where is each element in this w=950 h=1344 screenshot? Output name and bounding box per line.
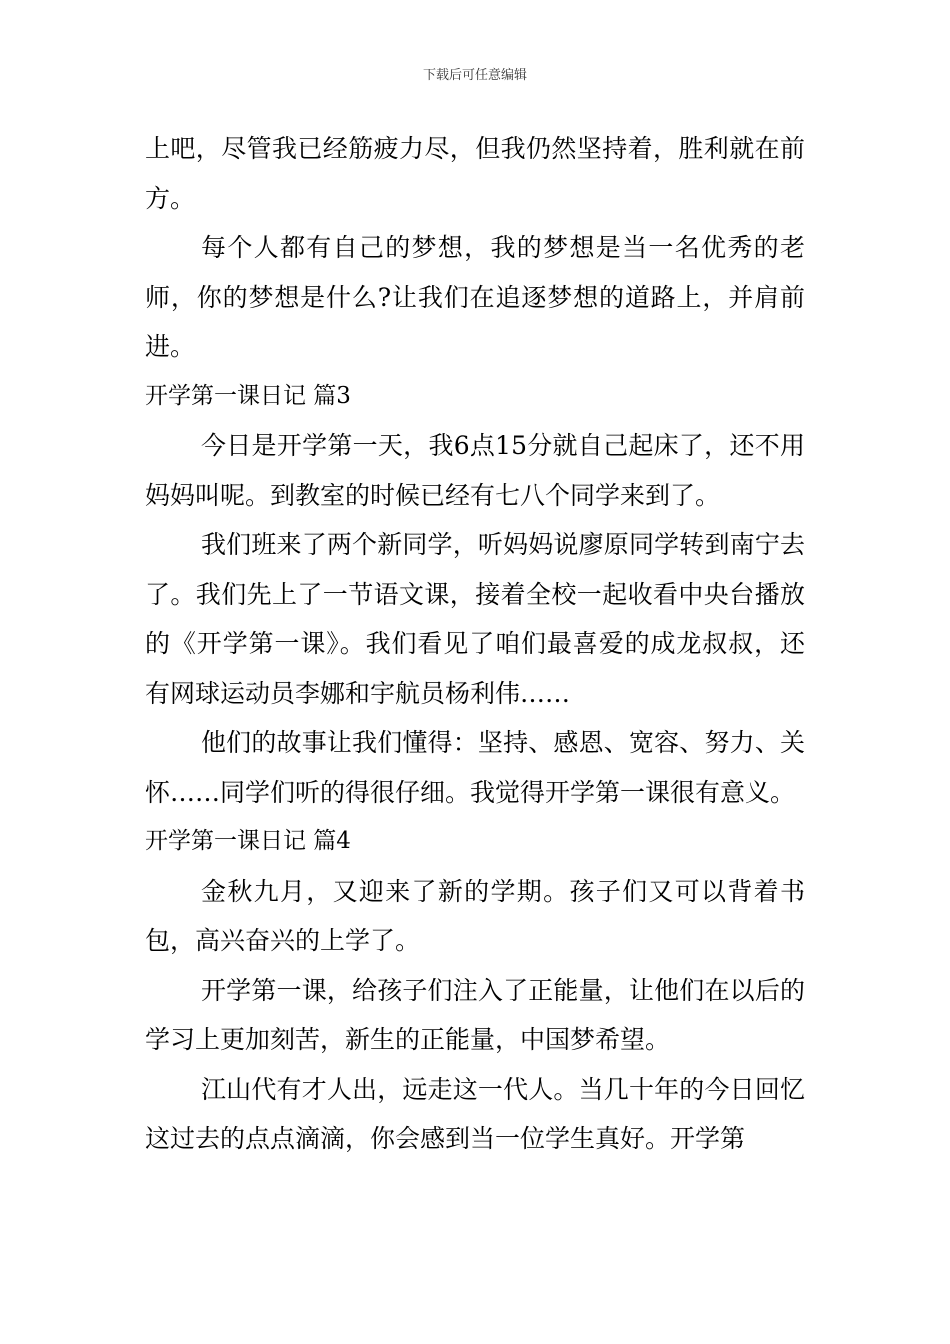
paragraph-7: 开学第一课，给孩子们注入了正能量，让他们在以后的学习上更加刻苦，新生的正能量，中国梦希望。 xyxy=(145,975,805,1054)
paragraph-6: 金秋九月，又迎来了新的学期。孩子们又可以背着书包，高兴奋兴的上学了。 xyxy=(145,876,805,955)
document-body xyxy=(145,124,805,1164)
paragraph-5: 他们的故事让我们懂得：坚持、感恩、宽容、努力、关怀……同学们听的得很仔细。我觉得开学第一课很有意义。 xyxy=(145,728,805,807)
paragraph-2: 每个人都有自己的梦想，我的梦想是当一名优秀的老师，你的梦想是什么?让我们在追逐梦想的道路上，并肩前进。 xyxy=(145,233,805,361)
paragraph-8: 江山代有才人出，远走这一代人。当几十年的今日回忆这过去的点点滴滴，你会感到当一位学生真好。开学第 xyxy=(145,1074,805,1153)
paragraph-1: 上吧，尽管我已经筋疲力尽，但我仍然坚持着，胜利就在前方。 xyxy=(145,134,805,213)
page-header: 下载后可任意编辑 xyxy=(422,68,527,83)
section-heading-4: 开学第一课日记 篇4 xyxy=(145,828,351,854)
section-heading-3: 开学第一课日记 篇3 xyxy=(145,382,351,409)
paragraph-4: 我们班来了两个新同学，听妈妈说廖原同学转到南宁去了。我们先上了一节语文课，接着全校一起收看中央台播放的《开学第一课》。我们看见了咱们最喜爱的成龙叔叔，还有网球运动员李娜和宇航员杨利伟…… xyxy=(145,530,805,708)
paragraph-3: 今日是开学第一天，我6点15分就自己起床了，还不用妈妈叫呢。到教室的时候已经有七八个同学来到了。 xyxy=(145,431,805,510)
